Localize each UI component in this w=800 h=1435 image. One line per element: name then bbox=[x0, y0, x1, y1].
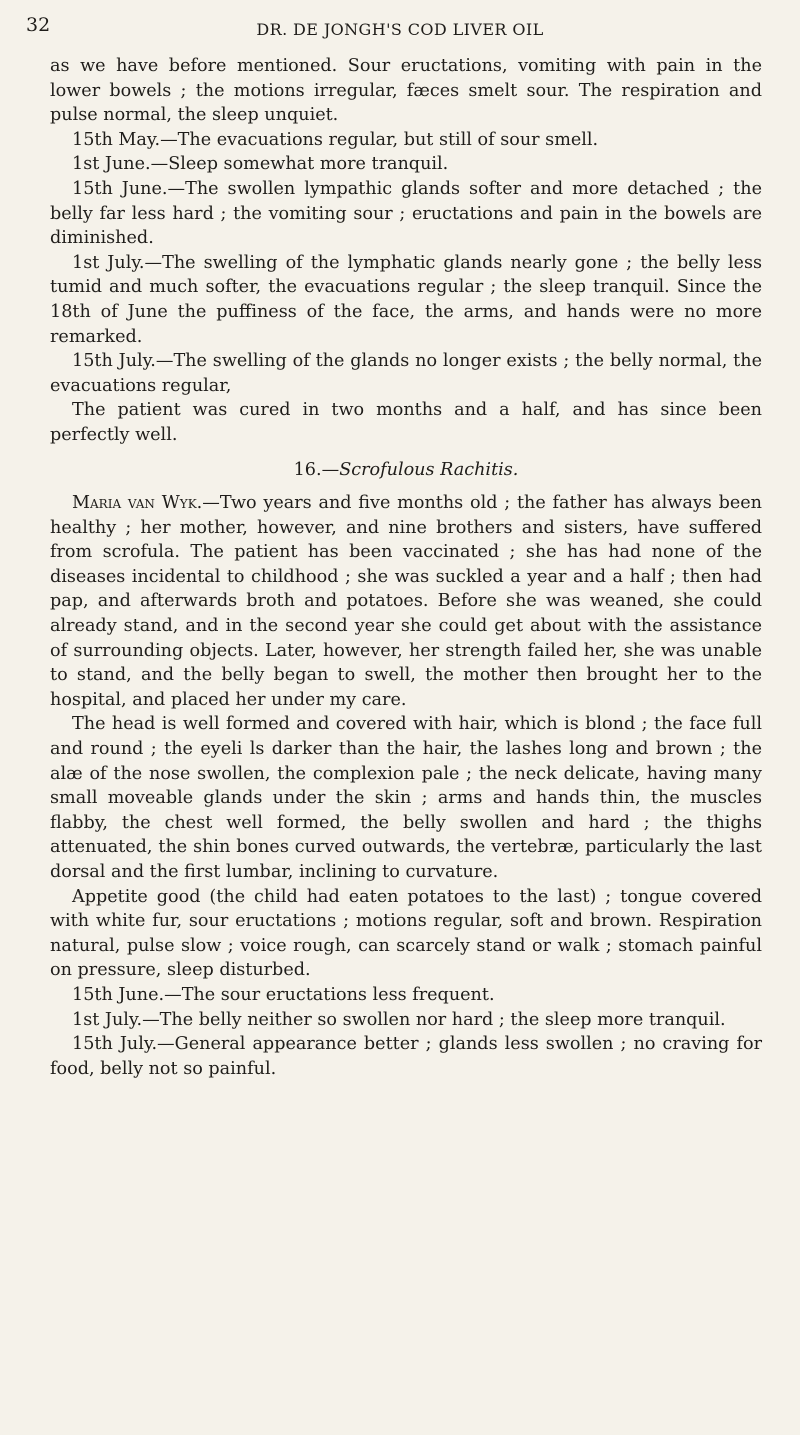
page-body bbox=[50, 54, 762, 1081]
paragraph: 15th May.—The evacuations regular, but still of sour smell. bbox=[72, 129, 599, 150]
case-intro-text: —Two years and five months old ; the father has always been healthy ; her mother, however, and nine brothers and sisters, have suffered from scrofula. The patient has been vaccinated ; she has had none of the diseases incidental to childhood ; she was suckled a year and a half ; then had pap, and afterwards broth and potatoes. Before she was weaned, she could already stand, and in the second year she could get about with the assistance of surrounding objects. Later, however, her strength failed her, she was unable to stand, and the belly began to swell, the mother then brought her to the hospital, and placed her under my care. bbox=[50, 493, 762, 710]
paragraph: 15th July.—General appearance better ; glands less swollen ; no craving for food, belly not so painful. bbox=[50, 1034, 762, 1079]
paragraph: 15th June.—The swollen lympathic glands softer and more detached ; the belly far less hard ; the vomiting sour ; eructations and pain in the bowels are diminished. bbox=[50, 178, 762, 249]
case-heading bbox=[50, 458, 762, 483]
paragraph: as we have before mentioned. Sour eructations, vomiting with pain in the lower bowels ; the motions irregular, fæces smelt sour. The respiration and pulse normal, the sleep unquiet. bbox=[50, 56, 762, 126]
case-intro-paragraph bbox=[50, 491, 762, 712]
patient-name: Maria van Wyk. bbox=[72, 493, 203, 514]
running-head: DR. DE JONGH'S COD LIVER OIL bbox=[256, 20, 544, 39]
paragraph: The head is well formed and covered with hair, which is blond ; the face full and round ; the eyeli ls darker than the hair, the lashes long and brown ; the alæ of the nose swollen, the complexion pale ; the neck delicate, having many small moveable glands under the skin ; arms and hands thin, the muscles flabby, the chest well formed, the belly swollen and hard ; the thighs attenuated, the shin bones curved outwards, the vertebræ, particularly the last dorsal and the first lumbar, inclining to curvature. bbox=[50, 714, 762, 882]
case-title: Scrofulous Rachitis. bbox=[339, 459, 519, 480]
paragraph: 1st July.—The belly neither so swollen nor hard ; the sleep more tranquil. bbox=[72, 1009, 726, 1030]
paragraph: 15th June.—The sour eructations less frequent. bbox=[72, 984, 495, 1005]
paragraph: Appetite good (the child had eaten potatoes to the last) ; tongue covered with white fur, sour eructations ; motions regular, soft and brown. Respiration natural, pulse slow ; voice rough, can scarcely stand or walk ; stomach painful on pressure, sleep disturbed. bbox=[50, 886, 762, 981]
page-number: 32 bbox=[26, 14, 51, 36]
paragraph: 1st July.—The swelling of the lymphatic glands nearly gone ; the belly less tumid and much softer, the evacuations regular ; the sleep tranquil. Since the 18th of June the puffiness of the face, the arms, and hands were no more remarked. bbox=[50, 252, 762, 347]
paragraph: 1st June.—Sleep somewhat more tranquil. bbox=[72, 154, 449, 175]
paragraph: The patient was cured in two months and a half, and has since been perfectly well. bbox=[50, 400, 762, 445]
case-number: 16.— bbox=[293, 459, 340, 480]
paragraph: 15th July.—The swelling of the glands no longer exists ; the belly normal, the evacuations regular, bbox=[50, 351, 762, 396]
